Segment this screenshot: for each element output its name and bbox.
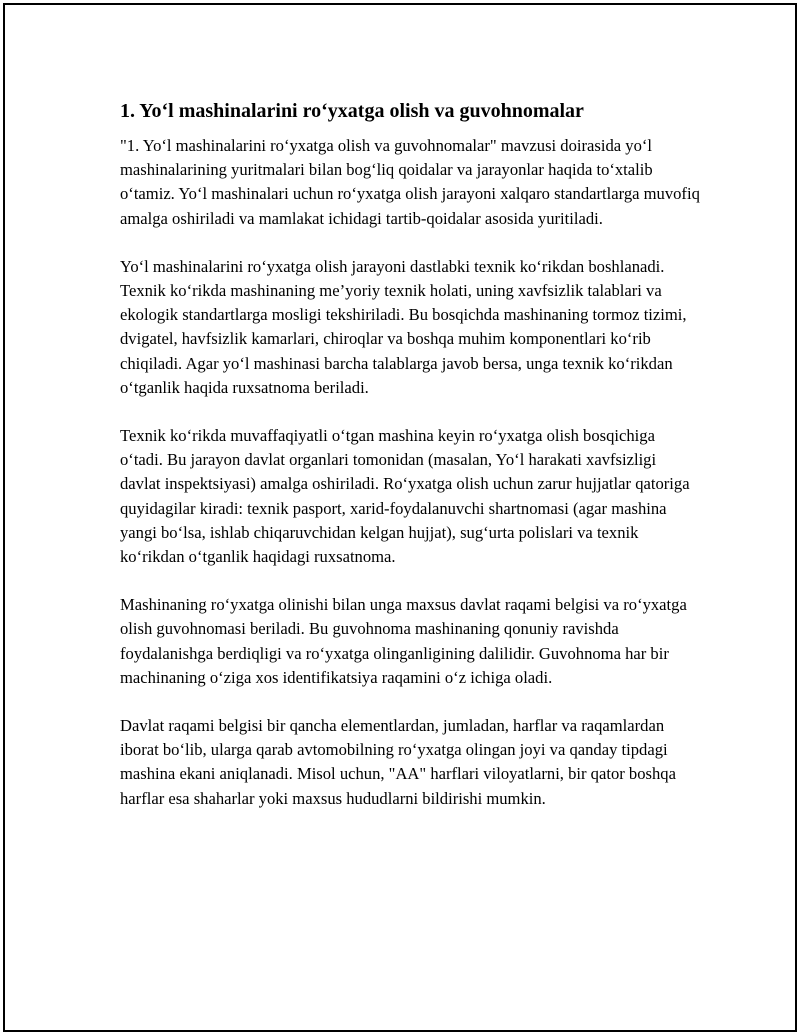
document-title: 1. Yo‘l mashinalarini ro‘yxatga olish va guvohnomalar (120, 100, 584, 122)
paragraph-registration-stage: Texnik ko‘rikda muvaffaqiyatli o‘tgan mashina keyin ro‘yxatga olish bosqichiga o‘tadi. Bu jarayon davlat organlari tomonidan (masalan, Yo‘l harakati xavfsizligi davlat inspektsiyasi) amalga oshiriladi. Ro‘yxatga olish uchun zarur hujjatlar qatoriga quyidagilar kiradi: texnik pasport, xarid-foydalanuvchi shartnomasi (agar mashina yangi bo‘lsa, ishlab chiqaruvchidan kelgan hujjat), sug‘urta polislari va texnik ko‘rikdan o‘tganlik haqidagi ruxsatnoma. (120, 426, 690, 567)
document-body (120, 98, 700, 835)
paragraph-intro: "1. Yo‘l mashinalarini ro‘yxatga olish va guvohnomalar" mavzusi doirasida yo‘l mashinalarining yuritmalari bilan bog‘liq qoidalar va jarayonlar haqida to‘xtalib o‘tamiz. Yo‘l mashinalari uchun ro‘yxatga olish jarayoni xalqaro standartlarga muvofiq amalga oshiriladi va mamlakat ichidagi tartib-qoidalar asosida yuritiladi. (120, 136, 700, 228)
paragraph-certificate: Mashinaning ro‘yxatga olinishi bilan unga maxsus davlat raqami belgisi va ro‘yxatga olish guvohnomasi beriladi. Bu guvohnoma mashinaning qonuniy ravishda foydalanishga berdiqligi va ro‘yxatga olinganligining dalilidir. Guvohnoma har bir machinaning o‘ziga xos identifikatsiya raqamini o‘z ichiga oladi. (120, 595, 687, 687)
paragraph-technical-inspection: Yo‘l mashinalarini ro‘yxatga olish jarayoni dastlabki texnik ko‘rikdan boshlanadi. Texnik ko‘rikda mashinaning me’yoriy texnik holati, uning xavfsizlik talablari va ekologik standartlarga mosligi tekshiriladi. Bu bosqichda mashinaning tormoz tizimi, dvigatel, havfsizlik kamarlari, chiroqlar va boshqa muhim komponentlari ko‘rib chiqiladi. Agar yo‘l mashinasi barcha talablarga javob bersa, unga texnik ko‘rikdan o‘tganlik haqida ruxsatnoma beriladi. (120, 256, 687, 397)
paragraph-license-plate: Davlat raqami belgisi bir qancha elementlardan, jumladan, harflar va raqamlardan iborat bo‘lib, ularga qarab avtomobilning ro‘yxatga olingan joyi va qanday tipdagi mashina ekani aniqlanadi. Misol uchun, "AA" harflari viloyatlarni, bir qator boshqa harflar esa shaharlar yoki maxsus hududlarni bildirishi mumkin. (120, 716, 676, 808)
page-frame (3, 3, 797, 1032)
